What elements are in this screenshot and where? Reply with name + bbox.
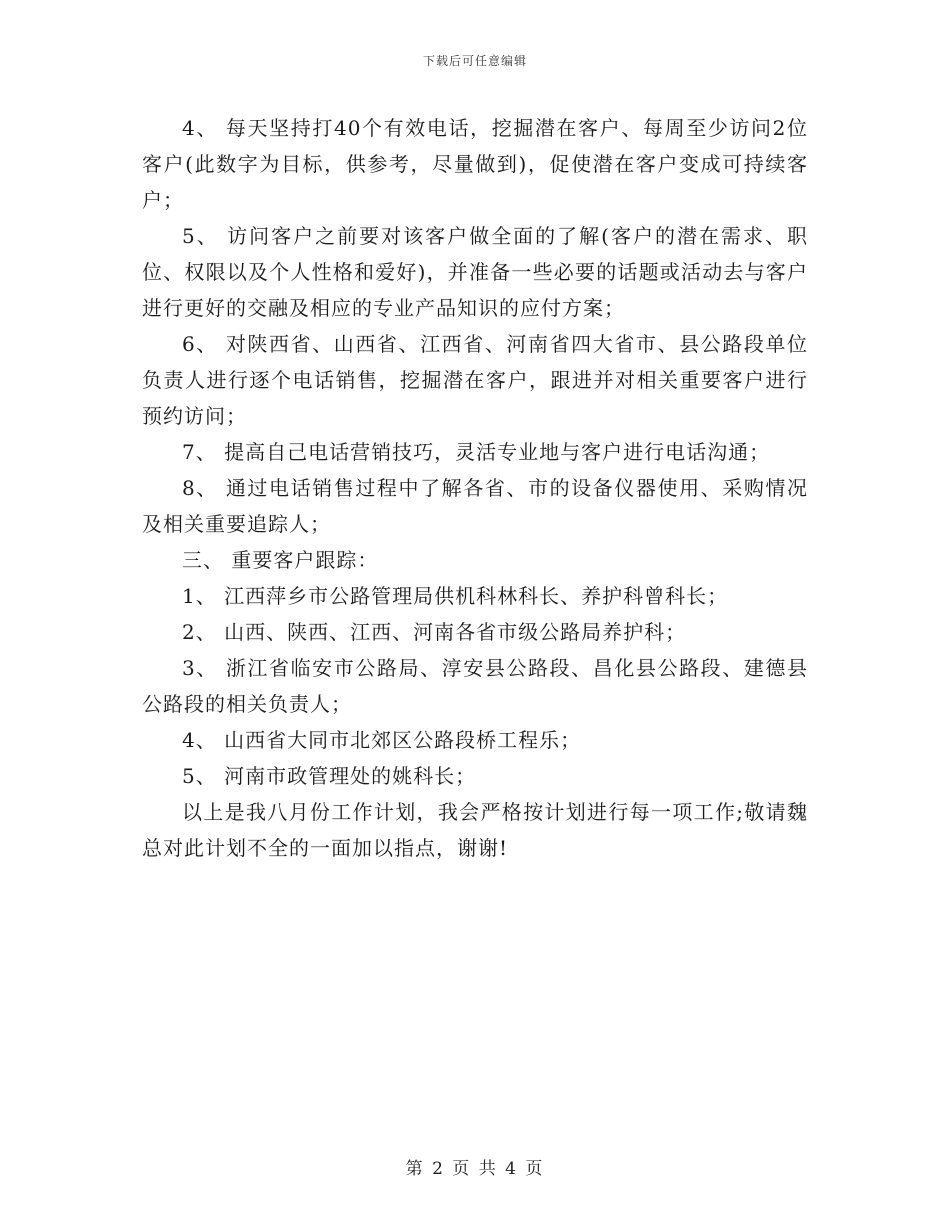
paragraph-item-5: 5、 访问客户之前要对该客户做全面的了解(客户的潜在需求、职位、权限以及个人性格和爱好)，并准备一些必要的话题或活动去与客户进行更好的交融及相应的专业产品知识的应付方案； (142, 224, 808, 320)
document-body (142, 110, 808, 866)
paragraph-item-8: 8、 通过电话销售过程中了解各省、市的设备仪器使用、采购情况及相关重要追踪人； (142, 476, 808, 536)
page-header: 下载后可任意编辑 (422, 54, 527, 68)
client-item-1: 1、 江西萍乡市公路管理局供机科林科长、养护科曾科长； (182, 584, 729, 608)
paragraph-item-4: 4、 每天坚持打40个有效电话，挖掘潜在客户、每周至少访问2位客户(此数字为目标，供参考，尽量做到)，促使潜在客户变成可持续客户； (142, 116, 808, 212)
client-item-2: 2、 山西、陕西、江西、河南各省市级公路局养护科； (182, 620, 687, 644)
page-number-footer: 第 2 页 共 4 页 (405, 1159, 545, 1179)
section-heading-three: 三、 重要客户跟踪： (182, 548, 379, 572)
closing-paragraph: 以上是我八月份工作计划，我会严格按计划进行每一项工作;敬请魏总对此计划不全的一面加以指点，谢谢! (142, 800, 808, 860)
client-item-5: 5、 河南市政管理处的姚科长； (182, 764, 477, 788)
paragraph-item-6: 6、 对陕西省、山西省、江西省、河南省四大省市、县公路段单位负责人进行逐个电话销售，挖掘潜在客户，跟进并对相关重要客户进行预约访问； (142, 332, 808, 428)
paragraph-item-7: 7、 提高自己电话营销技巧，灵活专业地与客户进行电话沟通； (182, 440, 771, 464)
client-item-3: 3、 浙江省临安市公路局、淳安县公路段、昌化县公路段、建德县公路段的相关负责人； (142, 656, 808, 716)
client-item-4: 4、 山西省大同市北郊区公路段桥工程乐； (182, 728, 582, 752)
